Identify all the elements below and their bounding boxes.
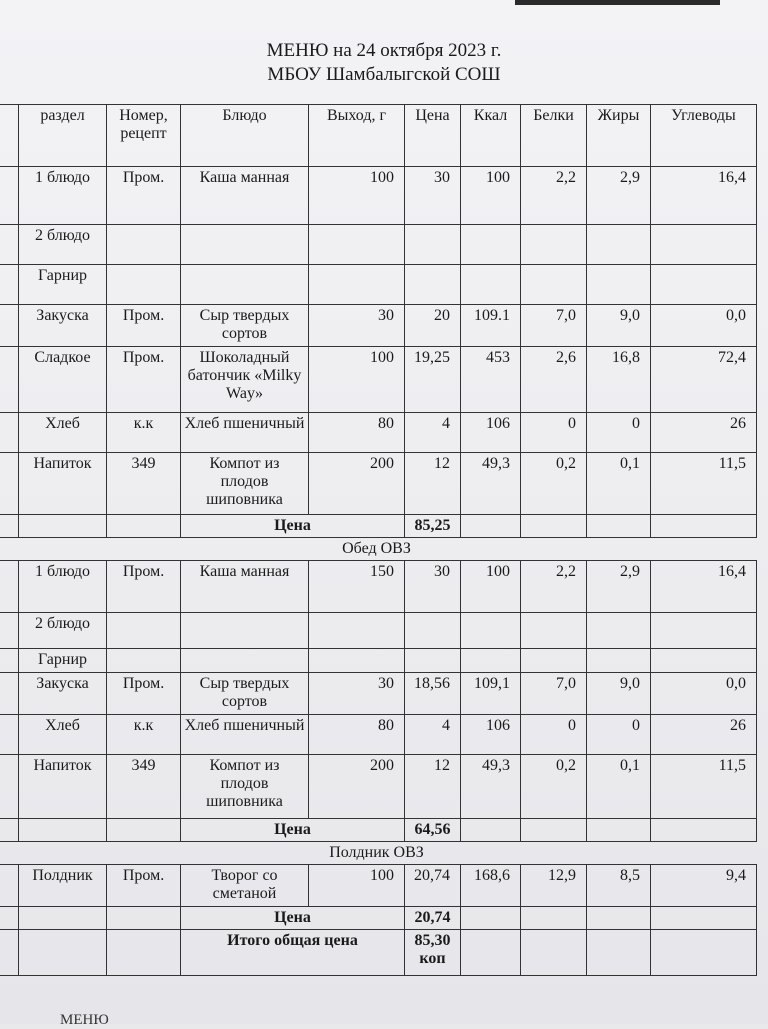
table-cell: Гарнир <box>19 265 107 305</box>
table-cell: Каша манная <box>181 561 309 613</box>
table-cell <box>181 265 309 305</box>
table-cell: 2,9 <box>587 167 651 225</box>
table-cell <box>587 265 651 305</box>
empty-cell <box>651 819 757 842</box>
table-cell <box>405 265 461 305</box>
table-row <box>0 305 757 347</box>
empty-cell <box>461 515 521 538</box>
table-cell: 349 <box>107 453 181 515</box>
table-cell: 30 <box>405 561 461 613</box>
table-row <box>0 865 757 907</box>
table-cell: Закуска <box>19 305 107 347</box>
table-cell: 2,9 <box>587 561 651 613</box>
section-title-row <box>0 538 757 561</box>
table-cell: 16,8 <box>587 347 651 413</box>
table-cell <box>651 225 757 265</box>
margin-cell <box>0 865 19 907</box>
margin-cell <box>0 105 19 167</box>
school-name: МБОУ Шамбалыгской СОШ <box>267 64 501 85</box>
column-header: Номер, рецепт <box>107 105 181 167</box>
table-cell: Каша манная <box>181 167 309 225</box>
table-cell <box>521 649 587 673</box>
section-title-row <box>0 842 757 865</box>
margin-cell <box>0 930 19 976</box>
table-cell: 0,2 <box>521 453 587 515</box>
table-row <box>0 167 757 225</box>
table-cell: 11,5 <box>651 453 757 515</box>
table-cell <box>651 265 757 305</box>
column-header: Выход, г <box>309 105 405 167</box>
table-cell: 72,4 <box>651 347 757 413</box>
table-cell: 12 <box>405 453 461 515</box>
table-cell: 0,0 <box>651 305 757 347</box>
table-cell <box>587 613 651 649</box>
table-cell: 2,2 <box>521 167 587 225</box>
table-cell: 80 <box>309 413 405 453</box>
table-cell: 4 <box>405 715 461 755</box>
empty-cell <box>587 930 651 976</box>
margin-cell <box>0 649 19 673</box>
table-cell <box>107 225 181 265</box>
empty-cell <box>107 930 181 976</box>
table-row <box>0 673 757 715</box>
table-cell: 9,0 <box>587 305 651 347</box>
margin-cell <box>0 819 19 842</box>
table-cell <box>651 613 757 649</box>
table-row <box>0 225 757 265</box>
table-row <box>0 413 757 453</box>
table-cell: 100 <box>461 561 521 613</box>
table-cell: 7,0 <box>521 673 587 715</box>
table-cell: 349 <box>107 755 181 819</box>
table-cell: Пром. <box>107 673 181 715</box>
table-cell <box>107 265 181 305</box>
margin-cell <box>0 265 19 305</box>
total-label: Итого общая цена <box>181 930 405 976</box>
margin-cell <box>0 755 19 819</box>
table-cell: 0 <box>587 715 651 755</box>
table-cell: Компот из плодов шиповника <box>181 453 309 515</box>
table-cell: Пром. <box>107 167 181 225</box>
table-cell: Сладкое <box>19 347 107 413</box>
empty-cell <box>107 515 181 538</box>
empty-cell <box>521 819 587 842</box>
table-cell: Пром. <box>107 865 181 907</box>
margin-cell <box>0 413 19 453</box>
table-cell: Сыр твердых сортов <box>181 673 309 715</box>
margin-cell <box>0 167 19 225</box>
table-cell: 100 <box>309 167 405 225</box>
table-cell <box>405 649 461 673</box>
table-cell: Пром. <box>107 347 181 413</box>
empty-cell <box>19 930 107 976</box>
table-cell <box>521 225 587 265</box>
empty-cell <box>521 907 587 930</box>
total-row <box>0 515 757 538</box>
table-cell: 0,1 <box>587 453 651 515</box>
table-cell: 80 <box>309 715 405 755</box>
column-header: Белки <box>521 105 587 167</box>
table-cell <box>405 613 461 649</box>
table-cell: Хлеб пшеничный <box>181 413 309 453</box>
table-cell <box>651 649 757 673</box>
table-cell: 1 блюдо <box>19 561 107 613</box>
margin-cell <box>0 561 19 613</box>
table-cell: Творог со сметаной <box>181 865 309 907</box>
table-cell <box>181 225 309 265</box>
table-cell: 100 <box>309 347 405 413</box>
table-cell: 12,9 <box>521 865 587 907</box>
empty-cell <box>461 819 521 842</box>
table-cell: 2,2 <box>521 561 587 613</box>
menu-table <box>0 104 757 976</box>
table-row <box>0 347 757 413</box>
margin-cell <box>0 515 19 538</box>
total-label: Цена <box>181 515 405 538</box>
table-cell: 0,1 <box>587 755 651 819</box>
empty-cell <box>461 907 521 930</box>
table-cell: 2,6 <box>521 347 587 413</box>
table-cell: 200 <box>309 453 405 515</box>
empty-cell <box>19 907 107 930</box>
table-cell: 8,5 <box>587 865 651 907</box>
table-cell: 30 <box>309 305 405 347</box>
table-cell: 200 <box>309 755 405 819</box>
table-cell <box>521 613 587 649</box>
table-cell: 49,3 <box>461 755 521 819</box>
table-cell <box>107 649 181 673</box>
table-cell: 49,3 <box>461 453 521 515</box>
table-cell: Шоколадный батончик «Milky Way» <box>181 347 309 413</box>
header-row <box>0 105 757 167</box>
table-cell: Хлеб <box>19 413 107 453</box>
table-row <box>0 613 757 649</box>
table-cell: 100 <box>309 865 405 907</box>
table-cell: Компот из плодов шиповника <box>181 755 309 819</box>
table-cell: Сыр твердых сортов <box>181 305 309 347</box>
total-value: 85,30 коп <box>405 930 461 976</box>
table-cell: 18,56 <box>405 673 461 715</box>
total-value: 64,56 <box>405 819 461 842</box>
table-cell: 100 <box>461 167 521 225</box>
column-header: Блюдо <box>181 105 309 167</box>
column-header: Жиры <box>587 105 651 167</box>
total-label: Цена <box>181 907 405 930</box>
margin-cell <box>0 673 19 715</box>
table-cell: Напиток <box>19 453 107 515</box>
table-row <box>0 561 757 613</box>
table-cell: 106 <box>461 715 521 755</box>
table-cell <box>107 613 181 649</box>
table-cell <box>521 265 587 305</box>
table-cell <box>461 265 521 305</box>
table-cell <box>461 649 521 673</box>
margin-cell <box>0 613 19 649</box>
table-cell: 109.1 <box>461 305 521 347</box>
table-cell: 453 <box>461 347 521 413</box>
total-value: 85,25 <box>405 515 461 538</box>
table-cell: Закуска <box>19 673 107 715</box>
empty-cell <box>19 819 107 842</box>
table-cell <box>309 265 405 305</box>
table-cell <box>181 649 309 673</box>
section-title: Полдник ОВЗ <box>0 842 757 865</box>
table-cell: 4 <box>405 413 461 453</box>
table-cell <box>309 649 405 673</box>
table-cell: 0 <box>521 715 587 755</box>
table-cell: 150 <box>309 561 405 613</box>
table-cell: 11,5 <box>651 755 757 819</box>
total-value: 20,74 <box>405 907 461 930</box>
table-cell: 9,4 <box>651 865 757 907</box>
dark-edge <box>515 0 720 5</box>
empty-cell <box>587 819 651 842</box>
table-row <box>0 265 757 305</box>
total-label: Цена <box>181 819 405 842</box>
margin-cell <box>0 907 19 930</box>
column-header: Ккал <box>461 105 521 167</box>
table-cell: Полдник <box>19 865 107 907</box>
table-cell: 20,74 <box>405 865 461 907</box>
empty-cell <box>587 907 651 930</box>
table-cell: 19,25 <box>405 347 461 413</box>
table-cell: 0,2 <box>521 755 587 819</box>
empty-cell <box>651 930 757 976</box>
table-cell: 26 <box>651 715 757 755</box>
table-cell: 2 блюдо <box>19 225 107 265</box>
footnote: МЕНЮ <box>60 1012 109 1028</box>
table-row <box>0 755 757 819</box>
column-header: раздел <box>19 105 107 167</box>
table-cell: 109,1 <box>461 673 521 715</box>
margin-cell <box>0 347 19 413</box>
column-header: Цена <box>405 105 461 167</box>
empty-cell <box>521 515 587 538</box>
table-row <box>0 453 757 515</box>
table-cell <box>309 613 405 649</box>
table-cell: Хлеб <box>19 715 107 755</box>
table-row <box>0 649 757 673</box>
table-cell: 0,0 <box>651 673 757 715</box>
margin-cell <box>0 453 19 515</box>
empty-cell <box>461 930 521 976</box>
table-cell: к.к <box>107 715 181 755</box>
section-title: Обед ОВЗ <box>0 538 757 561</box>
table-cell: 30 <box>309 673 405 715</box>
empty-cell <box>587 515 651 538</box>
table-cell <box>181 613 309 649</box>
menu-title: МЕНЮ на 24 октября 2023 г. <box>266 40 502 61</box>
column-header: Углеводы <box>651 105 757 167</box>
total-row <box>0 930 757 976</box>
table-cell: 26 <box>651 413 757 453</box>
table-cell: 168,6 <box>461 865 521 907</box>
table-cell: Пром. <box>107 561 181 613</box>
margin-cell <box>0 225 19 265</box>
empty-cell <box>19 515 107 538</box>
table-cell <box>309 225 405 265</box>
table-cell: 0 <box>587 413 651 453</box>
margin-cell <box>0 305 19 347</box>
empty-cell <box>107 819 181 842</box>
table-cell: 7,0 <box>521 305 587 347</box>
empty-cell <box>107 907 181 930</box>
margin-cell <box>0 715 19 755</box>
table-cell: 16,4 <box>651 561 757 613</box>
table-cell: Гарнир <box>19 649 107 673</box>
table-cell: 2 блюдо <box>19 613 107 649</box>
table-cell: 1 блюдо <box>19 167 107 225</box>
empty-cell <box>521 930 587 976</box>
table-cell <box>461 225 521 265</box>
empty-cell <box>651 907 757 930</box>
table-cell <box>587 649 651 673</box>
table-cell <box>587 225 651 265</box>
table-cell: Пром. <box>107 305 181 347</box>
table-cell <box>405 225 461 265</box>
table-cell: 9,0 <box>587 673 651 715</box>
table-cell: 30 <box>405 167 461 225</box>
table-cell: 20 <box>405 305 461 347</box>
table-cell: 0 <box>521 413 587 453</box>
table-cell <box>461 613 521 649</box>
table-cell: Напиток <box>19 755 107 819</box>
table-cell: 16,4 <box>651 167 757 225</box>
table-cell: 12 <box>405 755 461 819</box>
table-cell: к.к <box>107 413 181 453</box>
total-row <box>0 907 757 930</box>
table-row <box>0 715 757 755</box>
empty-cell <box>651 515 757 538</box>
table-cell: Хлеб пшеничный <box>181 715 309 755</box>
total-row <box>0 819 757 842</box>
table-cell: 106 <box>461 413 521 453</box>
